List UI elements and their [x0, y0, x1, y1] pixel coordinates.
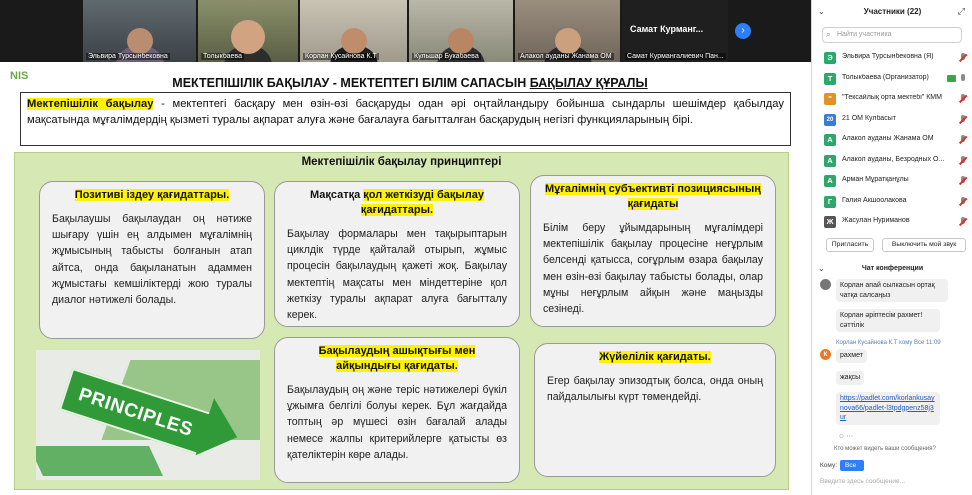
participants-header — [812, 0, 972, 24]
participant-row[interactable] — [812, 130, 972, 151]
participant-row[interactable] — [812, 212, 972, 233]
participant-name: 21 ОМ Кулбасыт — [842, 114, 896, 122]
mic-muted-icon — [959, 197, 967, 207]
participant-row[interactable] — [812, 69, 972, 90]
collapse-chevron-icon[interactable]: ⌄ — [818, 264, 825, 273]
principle-heading: Позитиві іздеу қағидаттары. — [74, 189, 230, 201]
avatar: А — [824, 134, 836, 146]
participant-name: Жасулан Нуриманов — [842, 217, 910, 224]
video-tile[interactable] — [83, 0, 196, 62]
panel-title: Мектепішілік бақылау принциптері — [301, 156, 502, 168]
participant-row[interactable] — [812, 171, 972, 192]
participant-name-label: Эльвира Турсынбековна — [88, 53, 168, 60]
participant-name-label: Самат Курмангалиевич Пан... — [627, 53, 724, 60]
participant-row[interactable] — [812, 110, 972, 131]
principles-sign-image — [36, 350, 260, 480]
to-label: Кому: — [820, 462, 837, 469]
participant-row[interactable] — [812, 89, 972, 110]
participants-title: Участники (22) — [863, 7, 922, 16]
camera-on-icon — [947, 75, 956, 82]
definition-term: Мектепішілік бақылау — [27, 98, 154, 110]
avatar — [820, 279, 831, 290]
avatar: А — [824, 175, 836, 187]
avatar: Т — [824, 73, 836, 85]
participant-name: Галия Акшоолакова — [842, 196, 907, 204]
slide-title: МЕКТЕПІШІЛІК БАҚЫЛАУ - МЕКТЕПТЕГІ БІЛІМ САПАСЫН БАҚЫЛАУ ҚҰРАЛЫ — [172, 76, 648, 90]
participant-actions — [812, 238, 972, 252]
principle-heading: Жүйелілік қағидаты. — [599, 351, 711, 363]
video-tile[interactable] — [515, 0, 620, 62]
mic-icon — [959, 74, 967, 84]
mic-muted-icon — [959, 135, 967, 145]
mic-muted-icon — [959, 156, 967, 166]
participant-row[interactable] — [812, 48, 972, 69]
avatar: " — [824, 93, 836, 105]
principle-card — [274, 337, 520, 483]
video-tile[interactable] — [409, 0, 513, 62]
video-gallery-strip — [0, 0, 811, 62]
participant-list — [812, 48, 972, 233]
recipient-select[interactable]: Все — [840, 460, 864, 471]
participants-sidebar — [811, 0, 972, 495]
principle-card — [534, 343, 776, 477]
next-page-arrow-icon[interactable]: › — [735, 23, 751, 39]
principle-body: Бақылау формалары мен тақырыптарын циклдік түрде қайталай отырып, жұмыс процесін бақылаудың қажеті жоқ. Бақылау мектептің мақсаты мен міндеттеріне қол жеткізу туралы ақпарат алуға бағытталу керек. — [287, 228, 507, 322]
chat-title: Чат конференции — [861, 265, 924, 272]
participant-name: Алакол ауданы, Безродных О... — [842, 155, 945, 163]
avatar: Э — [824, 52, 836, 64]
avatar: Ж — [824, 216, 836, 228]
video-tile[interactable] — [300, 0, 407, 62]
principle-card: Мақсатқа қол жеткізуді бақылау қағидаттары. Бақылау формалары мен тақырыптарын циклдік түрде қайталай отырып, жұмыс процесін бақылаудың қажеті жоқ. Бақылау мектептің мақсаты мен міндеттеріне қол жеткізу туралы ақпарат алуға бағытталу керек. — [274, 181, 520, 327]
popout-icon[interactable]: ⤢ — [957, 6, 965, 16]
principle-body: Бақылаудың оң және теріс нәтижелері бүкіл ұжымға белгілі болуы керек. Бұл жағдайда топтың әр мүшесі өзін бағалай алады немесе жалпы критерийлерге қатысты өз қателіктерін көре алады. — [287, 384, 507, 461]
principle-card — [39, 181, 265, 339]
definition-text: - мектептегі басқару мен өзін-өзі басқаруды одан әрі оңтайландыру бойынша сындарлы шешімдер қабылдау мақсатында мұғалімдердің қызметі туралы ақпарат алуға және бағалауға бағытталған басқарудың негізгі функцияларының бірі. — [27, 98, 784, 127]
who-can-see-link[interactable]: Кто может видеть ваши сообщения? — [834, 446, 936, 452]
avatar: Г — [824, 196, 836, 208]
avatar: А — [824, 155, 836, 167]
collapse-chevron-icon[interactable]: ⌄ — [818, 7, 825, 16]
participant-row[interactable] — [812, 151, 972, 172]
chat-message: рахмет — [836, 349, 867, 363]
avatar: 20 — [824, 114, 836, 126]
definition-box — [20, 92, 791, 146]
search-icon: ⌕ — [826, 30, 831, 39]
mic-muted-icon — [959, 217, 967, 227]
participant-name: Толыкбаева (Организатор) — [842, 73, 929, 81]
participant-display-name: Самат Курманг... — [630, 24, 704, 34]
chat-message-input[interactable]: Введите здесь сообщение... — [820, 478, 906, 485]
mic-muted-icon — [959, 176, 967, 186]
participant-name-label: Толыкбаева — [203, 53, 242, 60]
mic-muted-icon — [959, 53, 967, 63]
principle-card — [530, 175, 776, 327]
chat-header — [812, 264, 972, 276]
participant-name-label: Кульшар Букабаева — [414, 53, 479, 60]
nis-logo: NIS — [10, 70, 29, 82]
shared-slide — [0, 62, 811, 495]
participant-row[interactable] — [812, 192, 972, 213]
chat-message: Корлан әріптесім рахмет! сәттілік — [836, 309, 940, 332]
participant-search-input[interactable]: ⌕ Найти участника — [822, 27, 962, 43]
video-tile[interactable] — [622, 0, 728, 62]
participant-name: "Тексайлық орта мектебі" КММ — [842, 94, 942, 101]
participant-name: Арман Мұратқанұлы — [842, 176, 909, 183]
mic-muted-icon — [959, 115, 967, 125]
principle-heading: Мұғалімнің субъективті позициясының қағидаты — [545, 183, 761, 210]
principle-heading: Бақылаудың ашықтығы мен айқындығы қағидаты. — [318, 345, 476, 372]
principle-body: Егер бақылау эпизодтық болса, онда оның пайдалылығы күрт төмендейді. — [547, 375, 763, 404]
mute-self-button[interactable]: Выключить мой звук — [882, 238, 966, 252]
principle-body: Білім беру ұйымдарының мұғалімдері мектепішілік бақылау процесіне неғұрлым белсенді қатысса, соғұрлым өзара бақылау мен өзін-өзі бақылау табысты болады, олар мұны неғұрлым айқын және маңызды сезінеді. — [543, 222, 763, 316]
participant-name: Алакол ауданы Жанама ОМ — [842, 135, 934, 142]
invite-button[interactable]: Пригласить — [826, 238, 874, 252]
principle-heading: қол жеткізуді бақылау қағидаттары. — [360, 189, 485, 216]
mic-muted-icon — [959, 94, 967, 104]
chat-link[interactable]: https://padlet.com/korlankusaynova66/padlet-l3tpdgpenz58j3ur — [836, 392, 940, 425]
participant-name-label: Корлан Кусайнова К.Т — [305, 53, 377, 60]
participant-name-label: Алакол ауданы Жанама ОМ — [520, 53, 612, 60]
chat-message: Корлан апай сылкасын ортақ чатқа салсаңыз — [836, 279, 948, 302]
reaction-icons[interactable]: ☺ ⋯ — [838, 433, 853, 440]
avatar: К — [820, 349, 831, 360]
principles-sign-text: PRINCIPLES — [75, 384, 196, 441]
participant-name: Эльвира Турсынбековна (Я) — [842, 53, 934, 60]
chat-message: жақсы — [836, 371, 864, 385]
chat-sender-line: Корлан Кусайнова К.Т кому Все 11:09 — [836, 340, 941, 346]
principle-body: Бақылаушы бақылаудан оң нәтиже шығару үшін ең алдымен мұғалімнің жұмысының табысты болғанын атап айтса, онда бақыланатын адаммен жұмыстағы кемшіліктерді жою туралы диалог нәтижелі болады. — [52, 213, 252, 307]
video-tile[interactable] — [198, 0, 298, 62]
